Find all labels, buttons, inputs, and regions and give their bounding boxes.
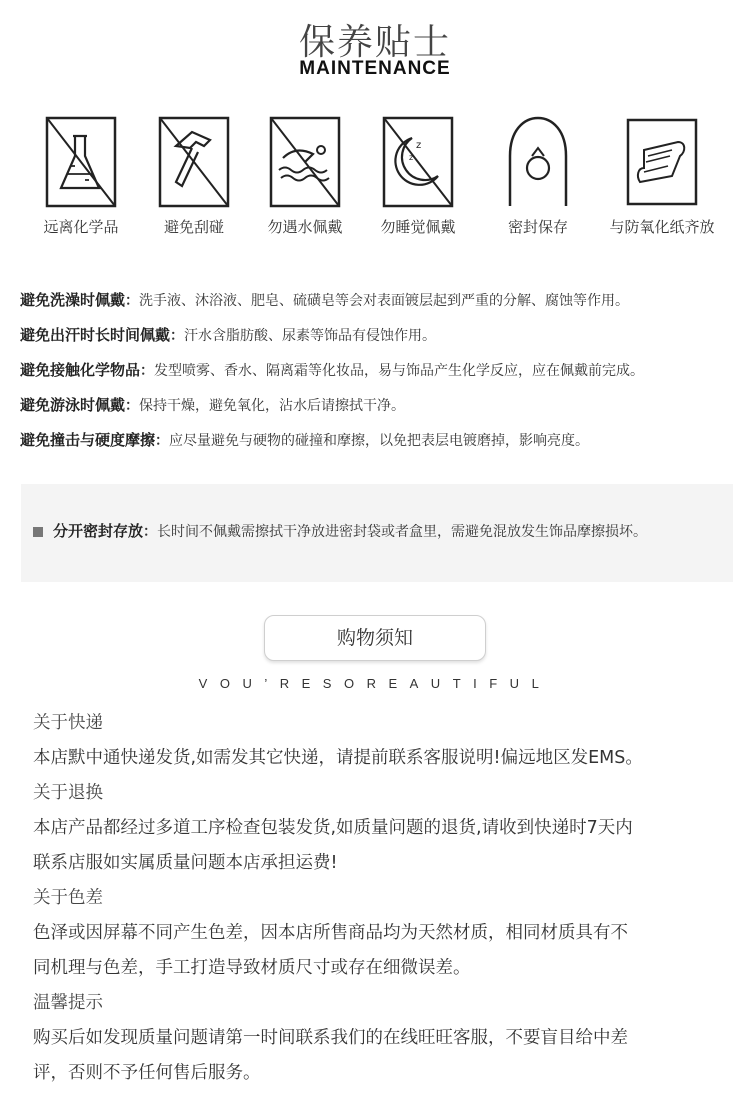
flask-icon bbox=[45, 116, 117, 208]
note-line: 本店默中通快递发货,如需发其它快递，请提前联系客服说明!偏远地区发EMS。 bbox=[33, 748, 643, 768]
swimmer-icon bbox=[269, 116, 341, 208]
note-heading: 关于退换 bbox=[33, 783, 103, 803]
icon-item-chemicals bbox=[21, 116, 141, 246]
storage-tip: 分开密封存放：长时间不佩戴需擦拭干净放进密封袋或者盒里，需避免混放发生饰品摩擦损坏。 bbox=[33, 520, 647, 541]
tip-item: 避免接触化学物品：发型喷雾、香水、隔离霜等化妆品，易与饰品产生化学反应，应在佩戴前完成。 bbox=[20, 361, 645, 379]
shopping-notice-button[interactable]: 购物须知 bbox=[264, 615, 486, 661]
icon-label: 密封保存 bbox=[507, 218, 568, 236]
icon-item-sealed bbox=[478, 116, 598, 246]
ring-box-icon bbox=[502, 116, 574, 208]
note-line: 联系店服如实属质量问题本店承担运费! bbox=[33, 853, 338, 873]
moon-sleep-icon bbox=[382, 116, 454, 208]
note-line: 色泽或因屏幕不同产生色差，因本店所售商品均为天然材质，相同材质具有不 bbox=[33, 923, 628, 943]
tip-text: 应尽量避免与硬物的碰撞和摩擦，以免把表层电镀磨掉，影响亮度。 bbox=[169, 433, 590, 449]
tip-key: 避免游泳时佩戴 bbox=[20, 396, 126, 414]
storage-tip-box bbox=[21, 484, 733, 582]
tip-text: 汗水含脂肪酸、尿素等饰品有侵蚀作用。 bbox=[184, 328, 437, 344]
tip-key: 避免接触化学物品 bbox=[20, 361, 141, 379]
note-line: 同机理与色差，手工打造导致材质尺寸或存在细微误差。 bbox=[33, 958, 471, 978]
icon-label: 与防氧化纸齐放 bbox=[609, 218, 715, 236]
icon-item-scratch bbox=[134, 116, 254, 246]
page-title: 保养贴士 bbox=[298, 22, 451, 63]
tip-item: 避免洗澡时佩戴：洗手液、沐浴液、肥皂、硫磺皂等会对表面镀层起到严重的分解、腐蚀等作用。 bbox=[20, 291, 630, 309]
note-line: 本店产品都经过多道工序检查包装发货,如质量问题的退货,请收到快递时7天内 bbox=[33, 818, 633, 838]
icon-item-sleep bbox=[358, 116, 478, 246]
paper-scroll-icon bbox=[626, 116, 698, 208]
storage-tip-text: 长时间不佩戴需擦拭干净放进密封袋或者盒里，需避免混放发生饰品摩擦损坏。 bbox=[157, 524, 648, 540]
maintenance-tips bbox=[20, 288, 740, 463]
tip-item: 避免出汗时长时间佩戴：汗水含脂肪酸、尿素等饰品有侵蚀作用。 bbox=[20, 326, 437, 344]
tip-key: 避免出汗时长时间佩戴 bbox=[20, 326, 171, 344]
shopping-notes bbox=[33, 706, 733, 1091]
page-subtitle: MAINTENANCE bbox=[299, 58, 451, 79]
spaced-slogan: VOU’RESOREAUTIFUL bbox=[198, 676, 552, 691]
svg-text:z: z bbox=[409, 153, 414, 162]
square-bullet-icon bbox=[33, 527, 43, 537]
icon-label: 勿睡觉佩戴 bbox=[380, 218, 456, 236]
note-line: 评，否则不予任何售后服务。 bbox=[33, 1063, 261, 1083]
storage-tip-key: 分开密封存放 bbox=[53, 522, 144, 540]
note-heading: 温馨提示 bbox=[33, 993, 103, 1013]
tip-item: 避免撞击与硬度摩擦：应尽量避免与硬物的碰撞和摩擦，以免把表层电镀磨掉，影响亮度。 bbox=[20, 431, 590, 449]
svg-text:z: z bbox=[416, 140, 422, 151]
note-line: 购买后如发现质量问题请第一时间联系我们的在线旺旺客服，不要盲目给中差 bbox=[33, 1028, 628, 1048]
icon-label: 远离化学品 bbox=[43, 218, 119, 236]
tip-item: 避免游泳时佩戴：保持干燥，避免氧化，沾水后请擦拭干净。 bbox=[20, 396, 406, 414]
tip-key: 避免洗澡时佩戴 bbox=[20, 291, 126, 309]
note-heading: 关于色差 bbox=[33, 888, 103, 908]
tip-text: 保持干燥，避免氧化，沾水后请擦拭干净。 bbox=[139, 398, 406, 414]
icon-item-paper bbox=[602, 116, 722, 246]
icon-label: 勿遇水佩戴 bbox=[267, 218, 343, 236]
tip-key: 避免撞击与硬度摩擦 bbox=[20, 431, 156, 449]
hammer-icon bbox=[158, 116, 230, 208]
icon-item-water bbox=[245, 116, 365, 246]
note-heading: 关于快递 bbox=[33, 713, 103, 733]
tip-text: 洗手液、沐浴液、肥皂、硫磺皂等会对表面镀层起到严重的分解、腐蚀等作用。 bbox=[139, 293, 630, 309]
icon-label: 避免刮碰 bbox=[163, 218, 224, 236]
tip-text: 发型喷雾、香水、隔离霜等化妆品，易与饰品产生化学反应，应在佩戴前完成。 bbox=[154, 363, 645, 379]
